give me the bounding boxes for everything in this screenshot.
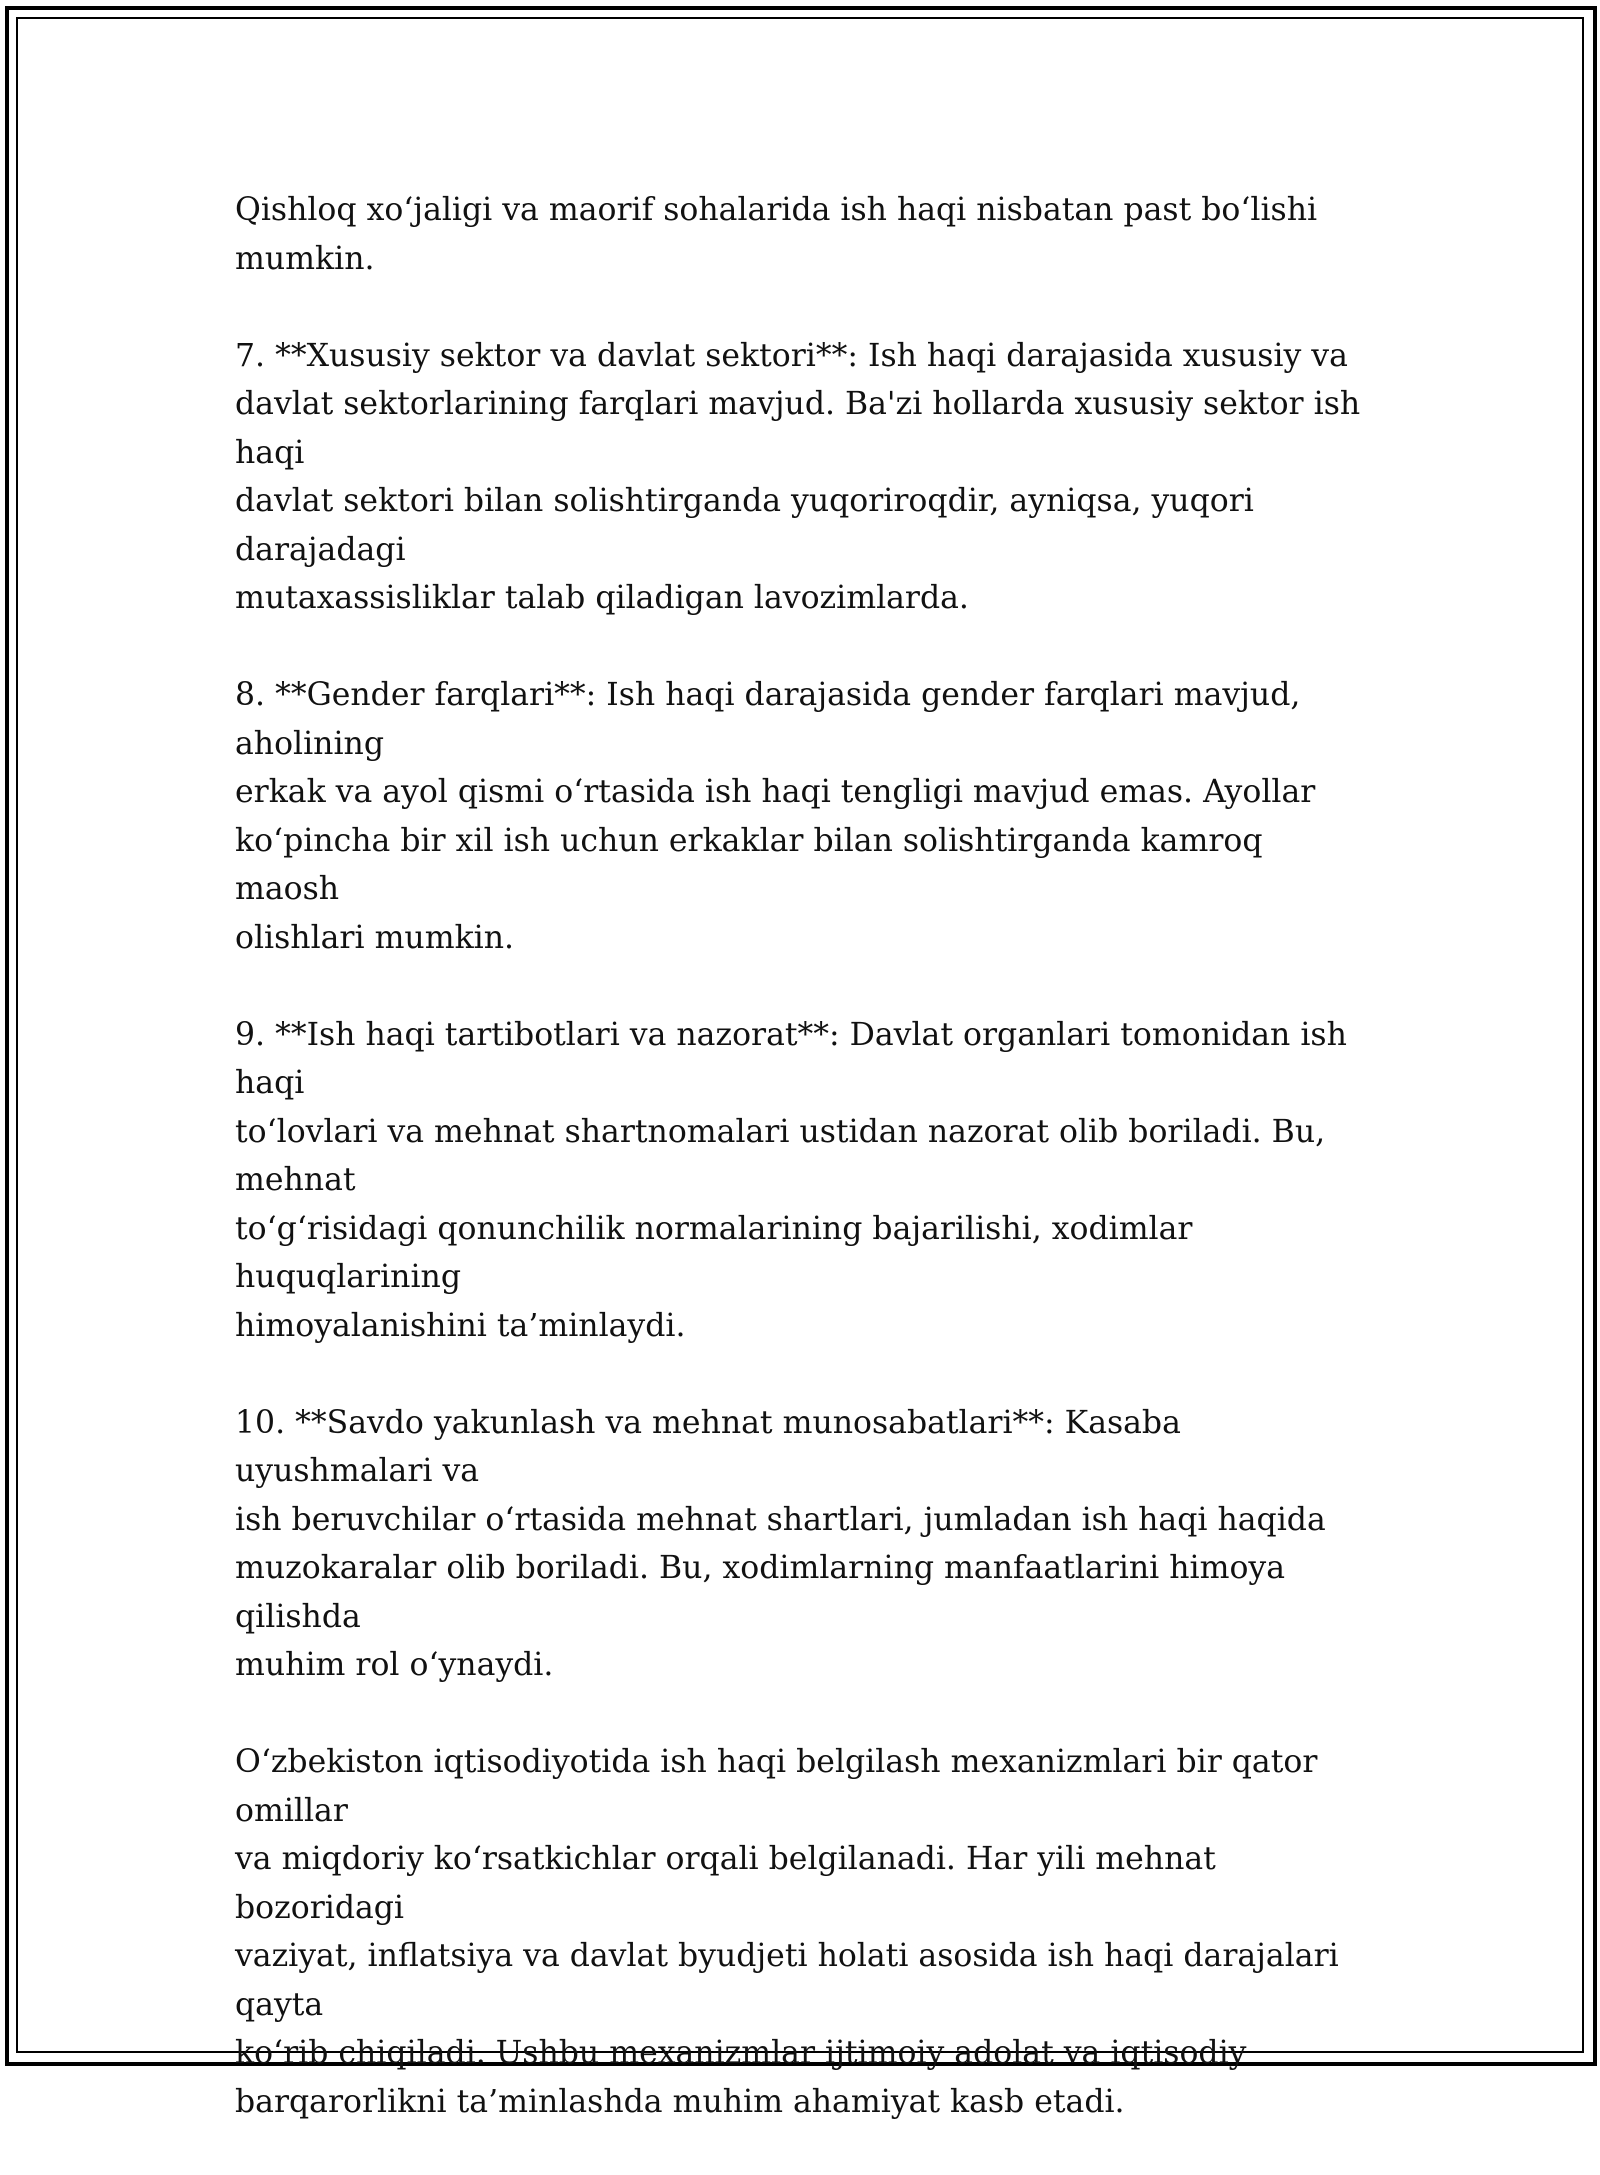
paragraph-conclusion: O‘zbekiston iqtisodiyotida ish haqi belgilash mexanizmlari bir qator omillar va miqdoriy ko‘rsatkichlar orqali belgilanadi. Har yili mehnat bozoridagi vaziyat, inflatsiya va davlat byudjeti holati asosida ish haqi darajalari qayta ko‘rib chiqiladi. Ushbu mexanizmlar ijtimoiy adolat va iqtisodiy barqarorlikni ta’minlashda muhim ahamiyat kasb etadi. <box>235 1744 1339 2120</box>
paragraph-item-9-wage-regulation: 9. **Ish haqi tartibotlari va nazorat**: Davlat organlari tomonidan ish haqi to‘lovlari va mehnat shartnomalari ustidan nazorat olib boriladi. Bu, mehnat to‘g‘risidagi qonunchilik normalarining bajarilishi, xodimlar huquqlarining himoyalanishini ta’minlaydi. <box>235 1016 1347 1344</box>
paragraph-item-10-collective-bargaining: 10. **Savdo yakunlash va mehnat munosabatlari**: Kasaba uyushmalari va ish beruvchilar o‘rtasida mehnat shartlari, jumladan ish haqi haqida muzokaralar olib boriladi. Bu, xodimlarning manfaatlarini himoya qilishda muhim rol o‘ynaydi. <box>235 1404 1326 1683</box>
paragraph-intro-continuation: Qishloq xo‘jaligi va maorif sohalarida ish haqi nisbatan past bo‘lishi mumkin. <box>235 192 1318 277</box>
paragraph-item-7-private-vs-public-sector: 7. **Xususiy sektor va davlat sektori**: Ish haqi darajasida xususiy va davlat sektorlarining farqlari mavjud. Ba'zi hollarda xususiy sektor ish haqi davlat sektori bilan solishtirganda yuqoriroqdir, ayniqsa, yuqori darajadagi mutaxassisliklar talab qiladigan lavozimlarda. <box>235 337 1361 616</box>
document-body <box>235 186 1375 2175</box>
paragraph-item-8-gender-differences: 8. **Gender farqlari**: Ish haqi darajasida gender farqlari mavjud, aholining erkak va ayol qismi o‘rtasida ish haqi tengligi mavjud emas. Ayollar ko‘pincha bir xil ish uchun erkaklar bilan solishtirganda kamroq maosh olishlari mumkin. <box>235 677 1316 956</box>
